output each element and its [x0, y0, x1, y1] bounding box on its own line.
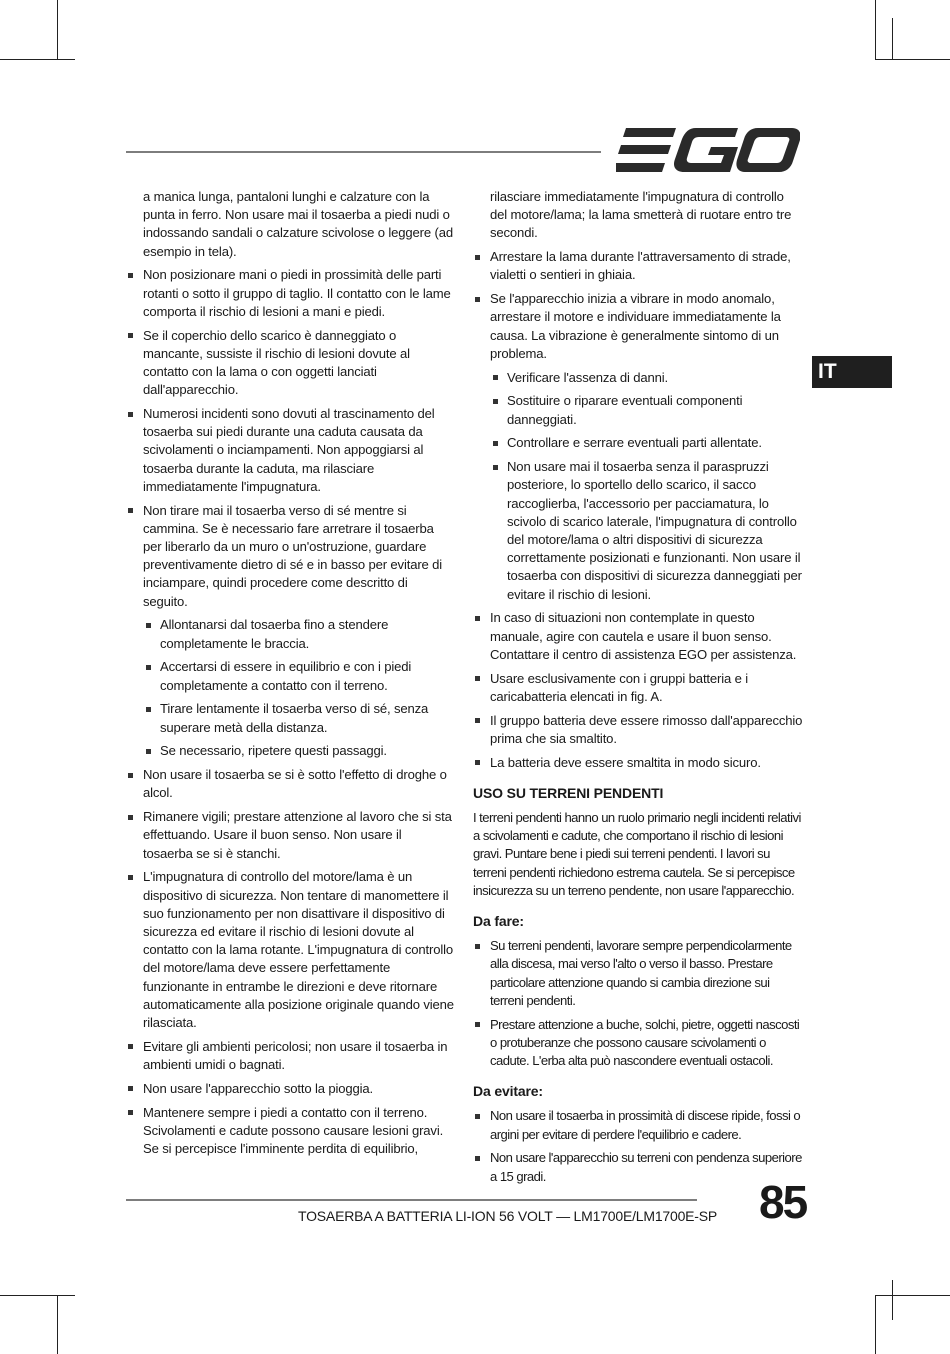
crop-mark-tr-v — [875, 0, 876, 60]
sub-list-item: Non usare mai il tosaerba senza il paraspruzzi posteriore, lo sportello dello scarico, il sacco raccoglierba, l'accessorio per pacciamatura, lo scivolo di scarico laterale, l'impugnatura di controllo del motore/lama o altri dispositivi di sicurezza correttamente posizionati e funzionanti. Non usare il tosaerba con dispositivi di sicurezza danneggiati per evitare il rischio di lesioni. — [473, 458, 803, 604]
crop-mark-tr-v2 — [892, 18, 893, 60]
crop-mark-br-v — [875, 1295, 876, 1354]
list-item: Non usare il tosaerba se si è sotto l'effetto di droghe o alcol. — [126, 766, 454, 802]
avoid-heading: Da evitare: — [473, 1083, 543, 1100]
crop-mark-bl-v — [57, 1295, 58, 1354]
section-paragraph: I terreni pendenti hanno un ruolo primario negli incidenti relativi a scivolamenti e cadute, che comportano il rischio di lesioni gravi. Puntare bene i piedi sui terreni pendenti. I lavori su terreni pendenti richiedono estrema cautela. Se si percepisce insicurezza su un terreno pendente, non usare l'apparecchio. — [473, 810, 801, 898]
list-item: Non usare l'apparecchio sotto la pioggia. — [126, 1080, 454, 1098]
page-number: 85 — [759, 1176, 807, 1228]
left-column — [126, 188, 454, 1164]
list-item: In caso di situazioni non contemplate in questo manuale, agire con cautela e usare il buon senso. Contattare il centro di assistenza EGO per assistenza. — [473, 609, 803, 664]
list-item: Numerosi incidenti sono dovuti al trascinamento del tosaerba sui piedi durante una caduta causata da scivolamenti o inciampamenti. Non appoggiarsi al tosaerba durante la caduta, ma rilasciare immediatamente l'impugnatura. — [126, 405, 454, 496]
list-item: Evitare gli ambienti pericolosi; non usare il tosaerba in ambienti umidi o bagnati. — [126, 1038, 454, 1074]
section-heading: USO SU TERRENI PENDENTI — [473, 784, 664, 801]
crop-mark-br-v2 — [892, 1280, 893, 1320]
sub-list-item: Se necessario, ripetere questi passaggi. — [126, 742, 454, 760]
avoid-list-item: Non usare il tosaerba in prossimità di discese ripide, fossi o argini per evitare di perdere l'equilibrio e cadere. — [473, 1107, 803, 1143]
right-continuation: rilasciare immediatamente l'impugnatura di controllo del motore/lama; la lama smetterà di ruotare entro tre secondi. — [490, 189, 792, 241]
list-item: Non tirare mai il tosaerba verso di sé mentre si cammina. Se è necessario fare arretrare il tosaerba per liberarlo da un muro o un'ostruzione, guardare preventivamente dietro di sé e in basso per evitare di inciampare, quindi procedere come descritto di seguito. — [126, 502, 454, 611]
do-heading: Da fare: — [473, 913, 524, 930]
list-item: Usare esclusivamente con i gruppi batteria e i caricabatteria elencati in fig. A. — [473, 670, 803, 706]
crop-mark-tr-h — [875, 59, 950, 60]
crop-mark-bl-h — [0, 1295, 75, 1296]
avoid-list-item: Non usare l'apparecchio su terreni con pendenza superiore a 15 gradi. — [473, 1149, 803, 1185]
right-column — [473, 188, 803, 1191]
list-item: Il gruppo batteria deve essere rimosso dall'apparecchio prima che sia smaltito. — [473, 712, 803, 748]
footer-title: TOSAERBA A BATTERIA LI-ION 56 VOLT — LM1700E/LM1700E-SP — [298, 1208, 718, 1224]
crop-mark-br-h — [875, 1295, 950, 1296]
list-item: Se l'apparecchio inizia a vibrare in modo anomalo, arrestare il motore e individuare immediatamente la causa. La vibrazione è generalmente sintomo di un problema. — [473, 290, 803, 363]
crop-mark-tl-v — [57, 0, 58, 60]
list-item: Arrestare la lama durante l'attraversamento di strade, vialetti o sentieri in ghiaia. — [473, 248, 803, 284]
sub-list-item: Tirare lentamente il tosaerba verso di sé, senza superare metà della distanza. — [126, 700, 454, 736]
ego-logo — [616, 128, 800, 172]
footer-rule — [126, 1199, 697, 1201]
list-item: Mantenere sempre i piedi a contatto con il terreno. Scivolamenti e cadute possono causare lesioni gravi. Se si percepisce l'imminente perdita di equilibrio, — [126, 1104, 454, 1159]
intro-continuation: a manica lunga, pantaloni lunghi e calzature con la punta in ferro. Non usare mai il tosaerba a piedi nudi o indossando sandali o calzature scivolose o leggere (ad esempio in tela). — [143, 189, 453, 259]
list-item: Rimanere vigili; prestare attenzione al lavoro che si sta effettuando. Usare il buon senso. Non usare il tosaerba se si è stanchi. — [126, 808, 454, 863]
language-tab: IT — [812, 356, 892, 388]
list-item: L'impugnatura di controllo del motore/lama è un dispositivo di sicurezza. Non tentare di manomettere il suo funzionamento per non disattivare il dispositivo di sicurezza ed evitare il rischio di lesioni dovute al contatto con la lama rotante. L'impugnatura di controllo del motore/lama deve essere perfettamente funzionante in entrambe le direzioni e deve ritornare automaticamente alla posizione originale quando viene rilasciata. — [126, 868, 454, 1032]
sub-list-item: Verificare l'assenza di danni. — [473, 369, 803, 387]
crop-mark-tl-h — [0, 59, 75, 60]
header-rule — [126, 151, 601, 153]
sub-list-item: Accertarsi di essere in equilibrio e con i piedi completamente a contatto con il terreno. — [126, 658, 454, 694]
list-item: Non posizionare mani o piedi in prossimità delle parti rotanti o sotto il gruppo di taglio. Il contatto con le lame comporta il rischio di lesioni a mani e piedi. — [126, 266, 454, 321]
list-item: Se il coperchio dello scarico è danneggiato o mancante, sussiste il rischio di lesioni dovute al contatto con la lama o con oggetti lanciati dall'apparecchio. — [126, 327, 454, 400]
do-list-item: Su terreni pendenti, lavorare sempre perpendicolarmente alla discesa, mai verso l'alto o verso il basso. Prestare particolare attenzione quando si cambia direzione sui terreni pendenti. — [473, 937, 803, 1010]
sub-list-item: Allontanarsi dal tosaerba fino a stendere completamente le braccia. — [126, 616, 454, 652]
sub-list-item: Controllare e serrare eventuali parti allentate. — [473, 434, 803, 452]
sub-list-item: Sostituire o riparare eventuali componenti danneggiati. — [473, 392, 803, 428]
do-list-item: Prestare attenzione a buche, solchi, pietre, oggetti nascosti o protuberanze che possono causare scivolamenti o cadute. L'erba alta può nascondere eventuali ostacoli. — [473, 1016, 803, 1071]
list-item: La batteria deve essere smaltita in modo sicuro. — [473, 754, 803, 772]
